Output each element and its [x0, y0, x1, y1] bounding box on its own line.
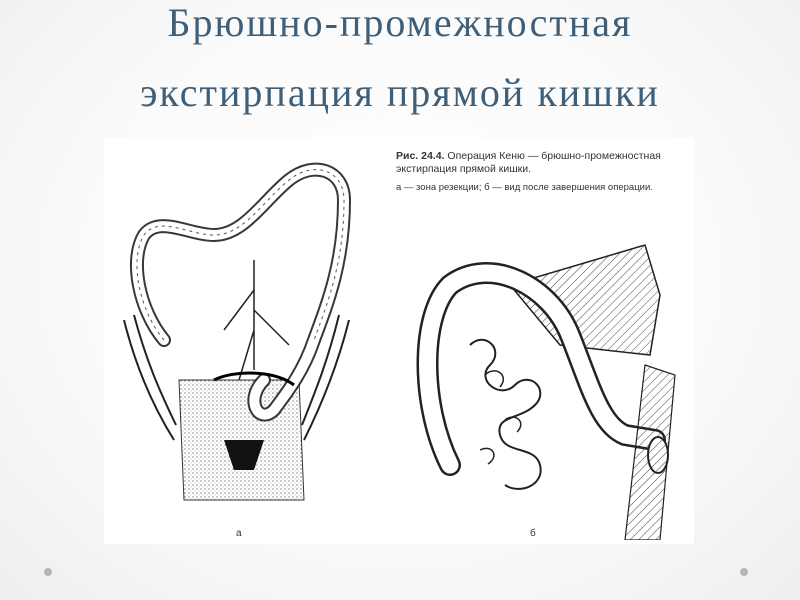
colon-haustra: [137, 170, 344, 340]
caption-text: Операция Кеню — брюшно-промежностная экстирпация прямой кишки.: [396, 150, 661, 175]
panel-label-b: б: [530, 528, 536, 539]
illustration-b: [410, 225, 680, 540]
caption-number: Рис. 24.4.: [396, 150, 445, 162]
figure-caption: [396, 150, 696, 194]
colon-outline: [137, 170, 344, 415]
abdominal-wall: [625, 365, 675, 540]
pelvis-left: [124, 315, 176, 440]
slide-title-line-1: Брюшно-промежностная: [167, 0, 633, 45]
slide-title-line-2: экстирпация прямой кишки: [140, 70, 660, 115]
slide-title: [0, 0, 800, 128]
small-intestine-loops: [470, 340, 541, 489]
decorative-dot-left: [44, 568, 52, 576]
colon-inner: [137, 170, 344, 415]
caption-sub: а — зона резекции; б — вид после завершения операции.: [396, 182, 653, 193]
mesenteric-vessels: [224, 260, 289, 380]
panel-label-a: а: [236, 528, 242, 539]
illustration-a: [104, 140, 374, 540]
decorative-dot-right: [740, 568, 748, 576]
